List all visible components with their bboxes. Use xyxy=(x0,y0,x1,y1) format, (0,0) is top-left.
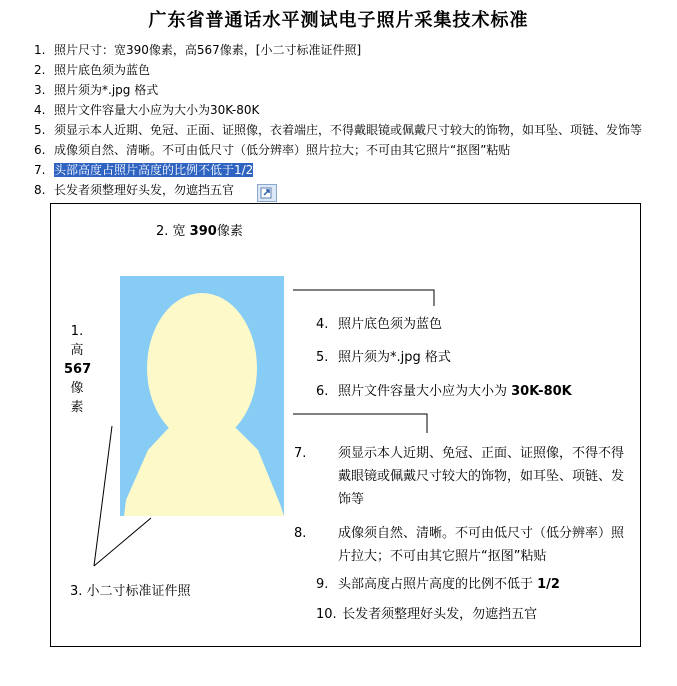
requirement-number: 1. xyxy=(34,43,46,57)
requirement-number: 7. xyxy=(34,163,46,177)
requirement-text: 成像须自然、清晰。不可由低尺寸（低分辨率）照片拉大；不可由其它照片“抠图”粘贴 xyxy=(54,143,511,157)
height-label: 1. 高 567 像 素 xyxy=(64,324,92,415)
diagram-note: 5. 照片须为*.jpg 格式 xyxy=(316,350,451,365)
requirement-text-selected[interactable]: 头部高度占照片高度的比例不低于1/2 xyxy=(54,163,254,177)
head-shape xyxy=(147,293,257,443)
requirement-number: 5. xyxy=(34,123,46,137)
requirement-text: 照片尺寸：宽390像素，高567像素，[小二寸标准证件照] xyxy=(54,43,362,57)
standard-photo-label: 3. 小二寸标准证件照 xyxy=(70,584,191,599)
width-label: 2. 宽 390像素 xyxy=(156,224,243,239)
requirement-number: 8. xyxy=(34,183,46,197)
standard-pointer-line xyxy=(94,518,151,566)
requirement-number: 2. xyxy=(34,63,46,77)
diagram-note: 7. 须显示本人近期、免冠、正面、证照像，不得不得戴眼镜或佩戴尺寸较大的饰物，如耳坠、项链、发饰等 xyxy=(294,446,625,507)
diagram-note: 4. 照片底色须为蓝色 xyxy=(316,317,443,332)
callout-line-top xyxy=(293,290,434,306)
diagram-note: 8. 成像须自然、清晰。不可由低尺寸（低分辨率）照片拉大；不可由其它照片“抠图”粘贴 xyxy=(294,526,625,564)
callout-line-bottom xyxy=(293,414,427,433)
requirement-text: 照片文件容量大小应为大小为30K-80K xyxy=(54,103,260,117)
diagram-note: 6. 照片文件容量大小应为大小为 30K-80K xyxy=(316,384,572,399)
requirement-number: 6. xyxy=(34,143,46,157)
height-pointer-line xyxy=(94,426,112,566)
requirement-text: 照片底色须为蓝色 xyxy=(54,63,151,77)
document-title: 广东省普通话水平测试电子照片采集技术标准 xyxy=(148,10,529,31)
requirement-text: 长发者须整理好头发，勿遮挡五官 xyxy=(54,183,235,197)
diagram-note: 9. 头部高度占照片高度的比例不低于 1/2 xyxy=(316,577,560,592)
requirement-text: 照片须为*.jpg 格式 xyxy=(54,83,159,97)
requirement-number: 3. xyxy=(34,83,46,97)
diagram-note: 10. 长发者须整理好头发，勿遮挡五官 xyxy=(316,607,538,622)
requirement-number: 4. xyxy=(34,103,46,117)
requirement-text: 须显示本人近期、免冠、正面、证照像，衣着端庄，不得戴眼镜或佩戴尺寸较大的饰物，如耳坠、项链、发饰等 xyxy=(54,123,643,137)
